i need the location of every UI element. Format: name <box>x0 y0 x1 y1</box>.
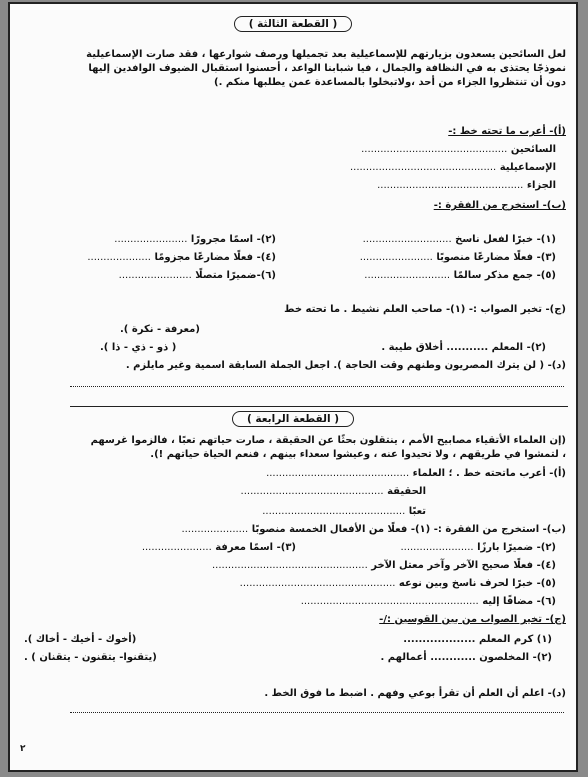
section3-title-wrap <box>10 16 576 32</box>
s4-qc-1: (١) كرم المعلم ................... <box>403 634 552 645</box>
s4-qb-3 <box>142 542 296 553</box>
section-divider <box>70 406 568 407</box>
s4-qb-3-blank: ...................... <box>141 542 212 553</box>
s4-qa-item-1 <box>241 486 426 497</box>
section4-title-wrap <box>10 411 576 427</box>
s4-qc-2-options: (يتقنوا- يتقنون - يتقنان ) . <box>24 652 157 663</box>
s4-question-b-title <box>20 524 566 535</box>
s3-qb-r3b-label: (٦)-ضميرًا متصلًا <box>195 270 276 281</box>
section3-para-line2: نموذجًا يحتذى به في النظافة والجمال ، فيا شبابنا الواعد ، أحسنوا استقبال الضيوف الوافدين إليها <box>88 63 566 74</box>
page-number: ٢ <box>20 744 26 754</box>
s3-qa-item-1 <box>361 144 556 155</box>
s3-question-a-title: (أ)- أعرب ما تحته خط :- <box>448 126 566 137</box>
s4-qa-item-2 <box>262 506 426 517</box>
s3-answer-line <box>70 386 564 387</box>
s4-qb-2-blank: ....................... <box>400 542 474 553</box>
section4-title: ( القطعة الرابعة ) <box>232 411 354 427</box>
s4-qa-item-2-blank: ............................................. <box>262 506 406 517</box>
s3-qb-r3a-label: (٥)- جمع مذكر سالمًا <box>453 270 556 281</box>
section4-para-line2: ، لتمشوا في طريقهم ، ولا تحيدوا عنه ، وعيشوا سعداء بينهم ، فنعم الحياة حياتهم !). <box>150 449 566 460</box>
s3-qc-options-1: (معرفة - نكرة ). <box>120 324 200 335</box>
s4-qb-4-label: (٤)- فعلًا صحيح الآخر وآخر معتل الآخر <box>371 560 556 571</box>
s4-question-d: (د)- اعلم أن العلم أن تقرأ بوعي وفهم . اضبط ما فوق الخط . <box>264 688 566 699</box>
worksheet-page <box>8 2 578 772</box>
s3-question-c-title: (ج)- تخير الصواب :- (١)- صاحب العلم نشيط . ما تحته خط <box>284 304 566 315</box>
section3-paragraph <box>20 48 566 90</box>
s4-qb-6 <box>301 596 556 607</box>
s3-qb-r1b <box>114 234 276 245</box>
s4-qa-blank-0: ............................................. <box>266 468 410 479</box>
section3-para-line3: دون أن تنتظروا الجزاء من أحد ،ولاتبخلوا بالمساعدة عمن يطلبها منكم .) <box>214 77 566 88</box>
section4-para-line1: (إن العلماء الأتقياء مصابيح الأمم ، ينتقلون بحثًا عن الحقيقة ، صارت حياتهم تعبًا ، فالزموا غرسهم <box>90 435 566 446</box>
s4-qb-2-label: (٢)- ضميرًا بارزًا <box>477 542 556 553</box>
s3-qb-r2b <box>87 252 276 263</box>
s4-qb-2 <box>400 542 556 553</box>
s3-qa-item-3-label: الجزاء <box>526 180 556 191</box>
s3-qa-item-1-label: السائحين <box>510 144 556 155</box>
s3-qa-item-3 <box>377 180 556 191</box>
s3-qc-options-2: ( ذو - ذي - ذا ). <box>100 342 177 353</box>
s4-qb-4-blank: ................................................. <box>211 560 368 571</box>
s4-question-a-label: (أ)- أعرب ماتحته خط . ؛ العلماء <box>412 468 566 479</box>
s4-qb-3-label: (٣)- اسمًا معرفة <box>215 542 296 553</box>
s3-qb-r2a-blank: ....................... <box>359 252 433 263</box>
s3-qb-r2a-label: (٣)- فعلًا مضارعًا منصوبًا <box>436 252 556 263</box>
s3-qb-r1a-blank: ............................ <box>362 234 452 245</box>
s4-qc-2: (٢)- المخلصون ............ أعمالهم . <box>380 652 552 663</box>
s3-qb-r3a-blank: ........................... <box>364 270 451 281</box>
s4-qa-item-2-label: تعبًا <box>408 506 426 517</box>
s4-qb-5-label: (٥)- خبرًا لحرف ناسخ وبين نوعه <box>398 578 556 589</box>
s4-qb-6-label: (٦)- مضافًا إليه <box>482 596 556 607</box>
section3-para-line1: لعل السائحين يسعدون بزيارتهم للإسماعيلية بعد تجميلها ورصف شوارعها ، فقد صارت الإسماعيلية <box>86 49 566 60</box>
s3-qb-r1b-blank: ....................... <box>114 234 188 245</box>
s4-question-a-title <box>20 468 566 479</box>
s3-qc-item-2: (٢)- المعلم ........... أخلاق طيبة . <box>381 342 546 353</box>
s3-qb-r3a <box>364 270 556 281</box>
s4-question-c-title: (ج)- تخير الصواب من بين القوسين :/- <box>379 614 566 625</box>
s4-qb-4 <box>212 560 556 571</box>
s4-qb-5 <box>240 578 556 589</box>
s3-qb-r1a-label: (١)- خبرًا لفعل ناسخ <box>455 234 556 245</box>
s3-qb-r1a <box>363 234 556 245</box>
s4-qa-item-1-blank: ............................................. <box>240 486 384 497</box>
s3-qa-item-2-blank: .............................................. <box>349 162 497 173</box>
s3-qb-r3b <box>119 270 276 281</box>
s3-qa-item-3-blank: .............................................. <box>377 180 524 191</box>
s4-qb-6-blank: ........................................................ <box>300 596 479 607</box>
s3-qb-r1b-label: (٢)- اسمًا مجرورًا <box>190 234 276 245</box>
s3-qb-r2b-label: (٤)- فعلًا مضارعًا مجزومًا <box>154 252 276 263</box>
s4-qb-blank-1: ..................... <box>181 524 249 535</box>
s3-qb-r2b-blank: .................... <box>87 252 151 263</box>
s3-qa-item-2-label: الإسماعيلية <box>499 162 556 173</box>
section3-title: ( القطعة الثالثة ) <box>234 16 353 32</box>
s3-question-d: (د)- ( لن يترك المصريون وطنهم وقت الحاجة ). اجعل الجملة السابقة اسمية وغير مايلزم . <box>125 360 566 371</box>
s4-qc-1-options: (أخوك - أخيك - أخاك ). <box>24 634 137 645</box>
s4-answer-line <box>70 712 564 713</box>
section4-paragraph <box>20 434 566 462</box>
s3-qa-item-1-blank: .............................................. <box>361 144 508 155</box>
s4-qa-item-1-label: الحقيقة <box>387 486 426 497</box>
s4-question-b-label: (ب)- استخرج من الفقرة :- (١)- فعلًا من الأفعال الخمسة منصوبًا <box>251 524 566 535</box>
s3-question-b-title: (ب)- استخرج من الفقرة :- <box>433 200 566 211</box>
s3-qb-r2a <box>360 252 556 263</box>
s3-qa-item-2 <box>350 162 556 173</box>
s4-qb-5-blank: ................................................. <box>239 578 396 589</box>
s3-qb-r3b-blank: ....................... <box>118 270 192 281</box>
